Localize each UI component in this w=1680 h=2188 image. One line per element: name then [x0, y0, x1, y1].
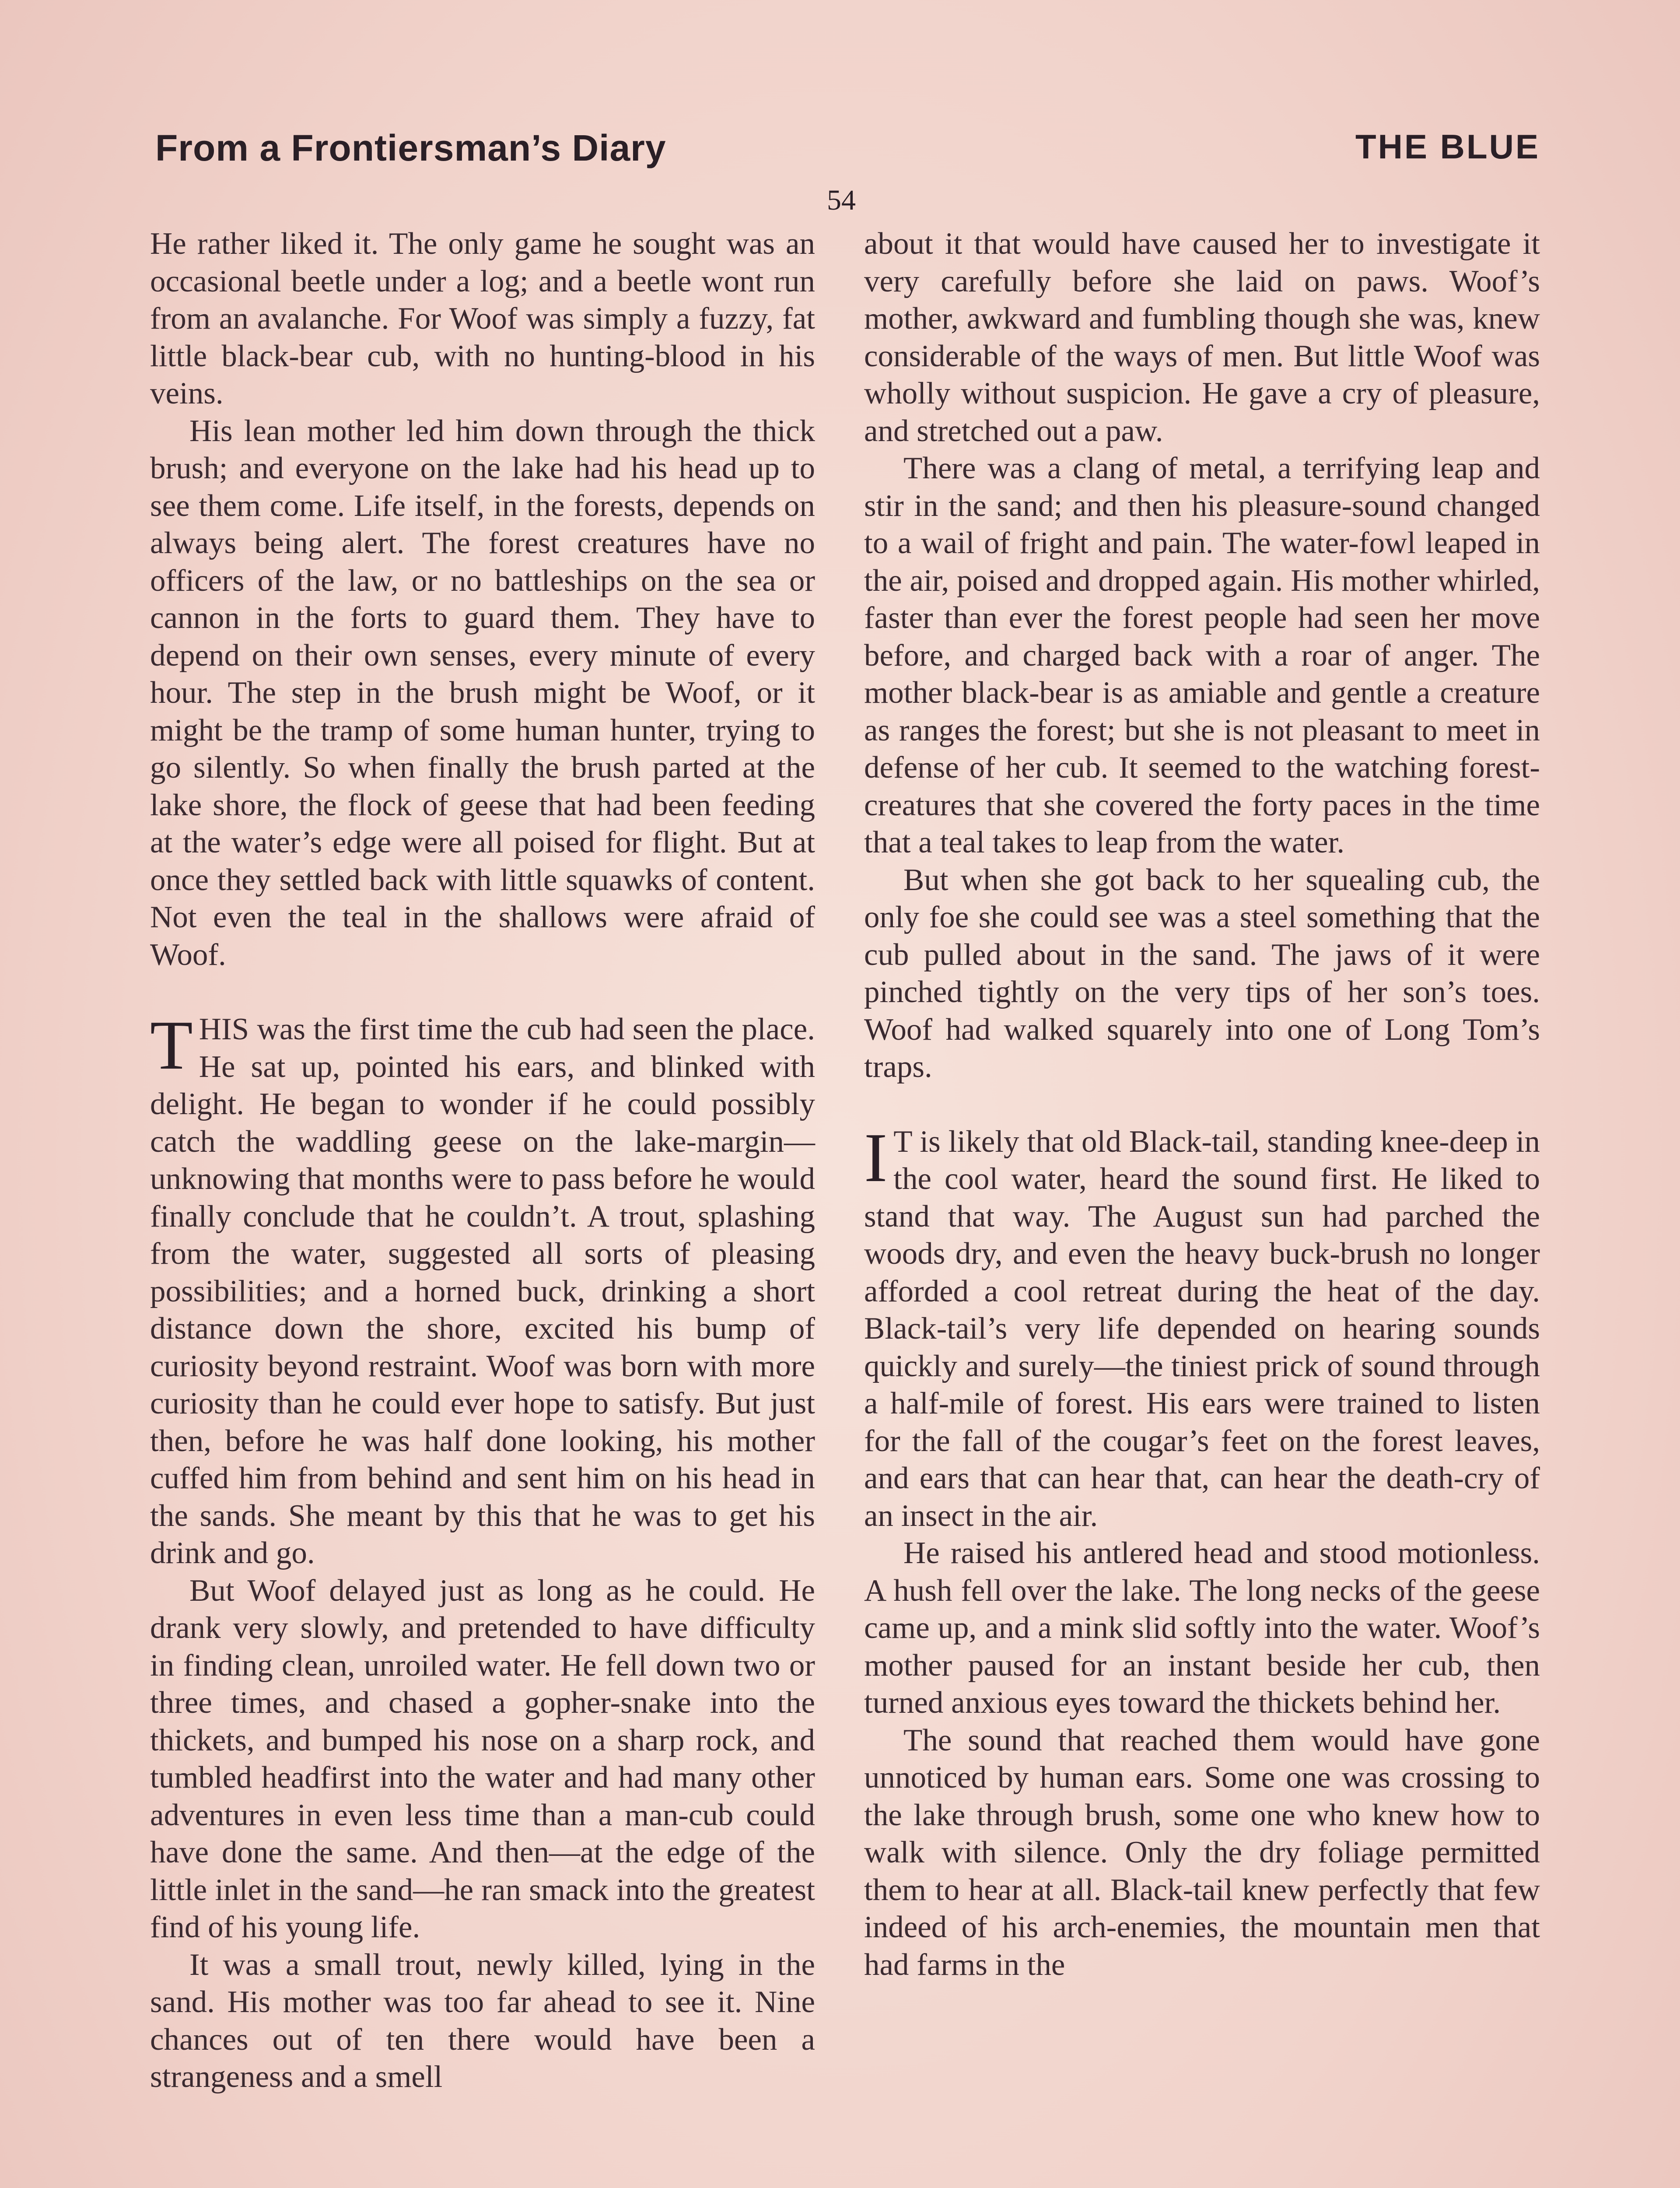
- section-paragraph: [864, 1118, 1540, 1535]
- paragraph: He rather liked it. The only game he sought was an occasional beetle under a log; and a beetle wont run from an avalanche. For Woof was simply a fuzzy, fat little black-bear cub, with no hunting-blood in his veins.: [150, 227, 815, 410]
- section-paragraph: [150, 1006, 815, 1572]
- paragraph: The sound that reached them would have gone unnoticed by human ears. Some one was crossing to the lake through brush, some one who knew how to walk with silence. Only the dry foliage permitted them to hear at all. Black-tail knew perfectly that few indeed of his arch-enemies, the mountain men that had farms in the: [864, 1723, 1540, 1982]
- paragraph: His lean mother led him down through the thick brush; and everyone on the lake had his head up to see them come. Life itself, in the forests, depends on always being alert. The forest creatures have no officers of the law, or no battleships on the sea or cannon in the forts to guard them. They have to depend on their own senses, every minute of every hour. The step in the brush might be Woof, or it might be the tramp of some human hunter, trying to go silently. So when finally the brush parted at the lake shore, the flock of geese that had been feeding at the water’s edge were all poised for flight. But at once they settled back with little squawks of content. Not even the teal in the shallows were afraid of Woof.: [150, 414, 815, 972]
- running-title: From a Frontiersman’s Diary: [155, 127, 666, 168]
- magazine-name: THE BLUE: [1355, 127, 1540, 166]
- paragraph: There was a clang of metal, a terrifying leap and stir in the sand; and then his pleasure-sound changed to a wail of fright and pain. The water-fowl leaped in the air, poised and dropped again. His mother whirled, faster than ever the forest people had seen her move before, and charged back with a roar of anger. The mother black-bear is as amiable and gentle a creature as ranges the forest; but she is not pleasant to meet in defense of her cub. It seemed to the watching forest-creatures that she covered the forty paces in the time that a teal takes to leap from the water.: [864, 451, 1540, 859]
- paragraph: It was a small trout, newly killed, lying in the sand. His mother was too far ahead to see it. Nine chances out of ten there would have been a strangeness and a smell: [150, 1947, 815, 2094]
- paragraph: But Woof delayed just as long as he could. He drank very slowly, and pretended to have difficulty in finding clean, unroiled water. He fell down two or three times, and chased a gopher-snake into the thickets, and bumped his nose on a sharp rock, and tumbled headfirst into the water and had many other adventures in even less time than a man-cub could have done the same. And then—at the edge of the little inlet in the sand—he ran smack into the greatest find of his young life.: [150, 1573, 815, 1944]
- drop-cap: I: [864, 1118, 888, 1196]
- left-column: [150, 225, 815, 2096]
- paragraph-text: HIS was the first time the cub had seen the place. He sat up, pointed his ears, and blinked with delight. He began to wonder if he could possibly catch the waddling geese on the lake-margin—unknowing that months were to pass before he would finally conclude that he couldn’t. A trout, splashing from the water, suggested all sorts of pleasing possibilities; and a horned buck, drinking a short distance down the shore, excited his bump of curiosity beyond restraint. Woof was born with more curiosity than he could ever hope to satisfy. But just then, before he was half done looking, his mother cuffed him from behind and sent him on his head in the sands. She meant by this that he was to get his drink and go.: [150, 1012, 815, 1570]
- page-number: 54: [827, 184, 856, 216]
- paragraph-text: T is likely that old Black-tail, standing knee-deep in the cool water, heard the sound first. He liked to stand that way. The August sun had parched the woods dry, and even the heavy buck-brush no longer afforded a cool retreat during the heat of the day. Black-tail’s very life depended on hearing sounds quickly and surely—the tiniest prick of sound through a half-mile of forest. His ears were trained to listen for the fall of the cougar’s feet on the forest leaves, and ears that can hear that, can hear the death-cry of an insect in the air.: [864, 1124, 1540, 1533]
- drop-cap: T: [150, 1006, 193, 1084]
- paragraph: He raised his antlered head and stood motionless. A hush fell over the lake. The long necks of the geese came up, and a mink slid softly into the water. Woof’s mother paused for an instant beside her cub, then turned anxious eyes toward the thickets behind her.: [864, 1536, 1540, 1720]
- paragraph: But when she got back to her squealing cub, the only foe she could see was a steel something that the cub pulled about in the sand. The jaws of it were pinched tightly on the very tips of her son’s toes. Woof had walked squarely into one of Long Tom’s traps.: [864, 863, 1540, 1084]
- paragraph: about it that would have caused her to investigate it very carefully before she laid on paws. Woof’s mother, awkward and fumbling though she was, knew considerable of the ways of men. But little Woof was wholly without suspicion. He gave a cry of pleasure, and stretched out a paw.: [864, 227, 1540, 448]
- right-column: [864, 225, 1540, 1984]
